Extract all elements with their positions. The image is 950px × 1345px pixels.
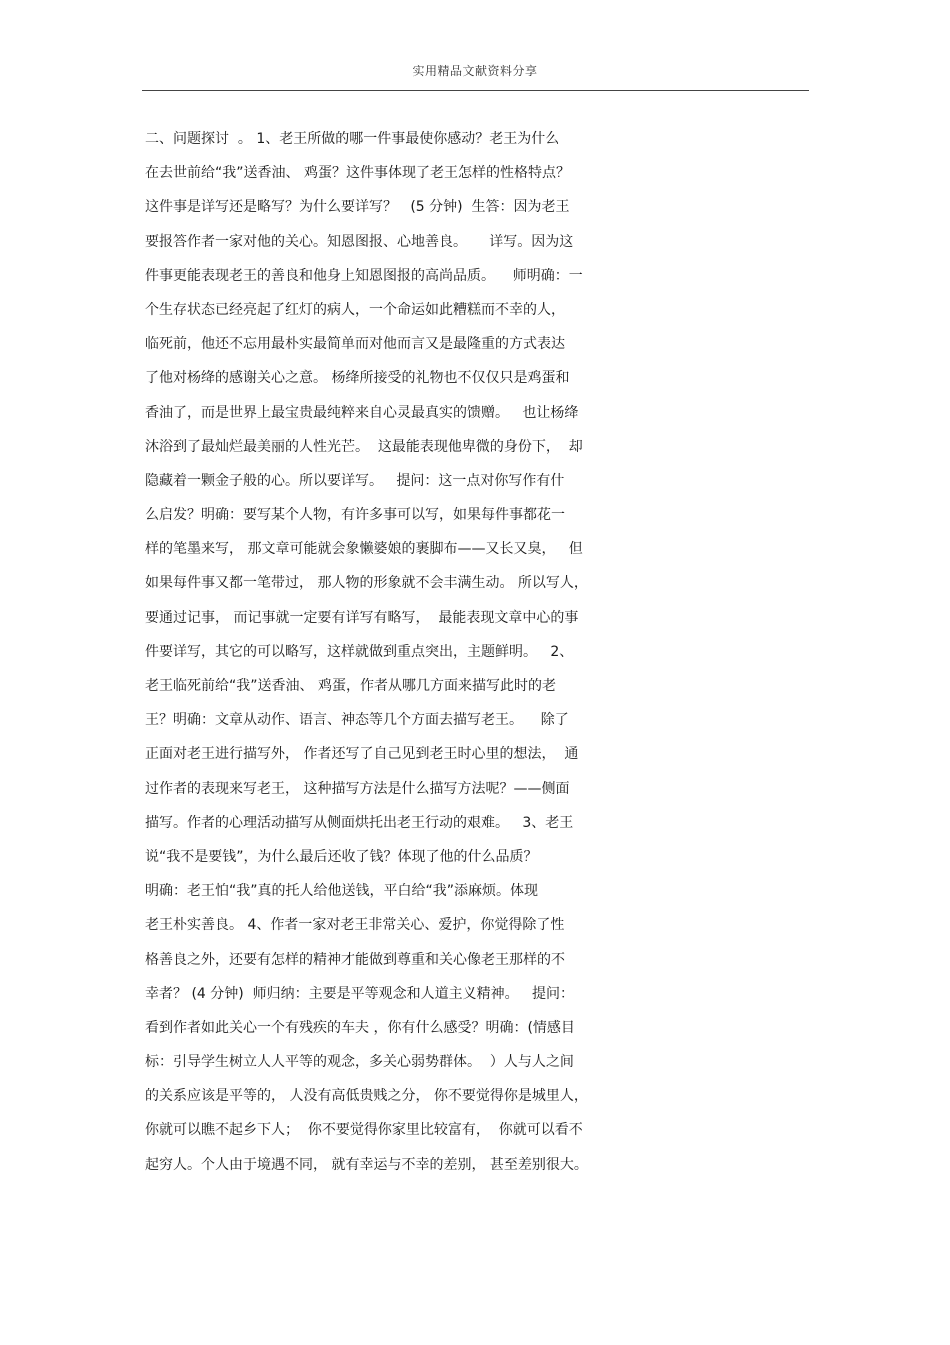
text-line: 幸者？ (4 分钟) 师归纳：主要是平等观念和人道主义精神。 提问： [145,985,574,1002]
text-line: 明确：老王怕“我”真的托人给他送钱，平白给“我”添麻烦。体现 [145,883,539,900]
text-line: 的关系应该是平等的， 人没有高低贵贱之分， 你不要觉得你是城里人， [145,1088,588,1105]
text-line: 样的笔墨来写， 那文章可能就会象懒婆娘的裹脚布——又长又臭， 但 [145,541,583,558]
text-line: 你就可以瞧不起乡下人； 你不要觉得你家里比较富有， 你就可以看不 [145,1122,583,1139]
text-line: 在去世前给“我”送香油、 鸡蛋？这件事体现了老王怎样的性格特点？ [145,165,570,182]
text-line: 正面对老王进行描写外， 作者还写了自己见到老王时心里的想法， 通 [145,746,579,763]
text-line: 临死前，他还不忘用最朴实最简单而对他而言又是最隆重的方式表达 [145,336,565,353]
text-line: 标：引导学生树立人人平等的观念，多关心弱势群体。 ）人与人之间 [145,1054,574,1071]
text-line: 沐浴到了最灿烂最美丽的人性光芒。 这最能表现他卑微的身份下， 却 [145,438,583,455]
text-line: 看到作者如此关心一个有残疾的车夫 ，你有什么感受？明确：(情感目 [145,1019,575,1036]
text-line: 么启发？明确：要写某个人物，有许多事可以写，如果每件事都花一 [145,507,565,524]
text-line: 香油了，而是世界上最宝贵最纯粹来自心灵最真实的馈赠。 也让杨绛 [145,404,579,421]
text-line: 老王朴实善良。 4、作者一家对老王非常关心、爱护，你觉得除了性 [145,917,565,934]
text-line: 二、问题探讨 。 1、老王所做的哪一件事最使你感动？老王为什么 [145,131,560,147]
text-line: 隐藏着一颗金子般的心。所以要详写。 提问：这一点对你写作有什 [145,472,565,489]
text-line: 件事更能表现老王的善良和他身上知恩图报的高尚品质。 师明确：一 [145,267,583,284]
text-line: 了他对杨绛的感谢关心之意。 杨绛所接受的礼物也不仅仅只是鸡蛋和 [145,370,570,387]
document-body [145,122,815,1182]
text-line: 如果每件事又都一笔带过， 那人物的形象就不会丰满生动。 所以写人， [145,575,588,592]
text-line: 过作者的表现来写老王， 这种描写方法是什么描写方法呢？——侧面 [145,780,570,797]
text-line: 件要详写，其它的可以略写，这样就做到重点突出，主题鲜明。 2、 [145,643,574,660]
text-line: 个生存状态已经亮起了红灯的病人，一个命运如此糟糕而不幸的人， [145,301,565,318]
text-line: 老王临死前给“我”送香油、 鸡蛋，作者从哪几方面来描写此时的老 [145,678,556,694]
text-line: 起穷人。个人由于境遇不同， 就有幸运与不幸的差别， 甚至差别很大。 [145,1156,588,1173]
text-line: 这件事是详写还是略写？为什么要详写？ (5 分钟) 生答：因为老王 [145,199,570,216]
header-divider [142,90,809,91]
text-line: 描写。作者的心理活动描写从侧面烘托出老王行动的艰难。 3、老王 [145,814,574,831]
text-line: 说“我不是要钱”，为什么最后还收了钱？体现了他的什么品质？ [145,848,538,865]
text-line: 要通过记事， 而记事就一定要有详写有略写， 最能表现文章中心的事 [145,609,579,626]
text-line: 要报答作者一家对他的关心。知恩图报、心地善良。 详写。因为这 [145,233,574,250]
text-line: 格善良之外，还要有怎样的精神才能做到尊重和关心像老王那样的不 [145,951,565,968]
text-line: 王？明确：文章从动作、语言、神态等几个方面去描写老王。 除了 [145,712,569,729]
page-header: 实用精品文献资料分享 [412,64,538,78]
